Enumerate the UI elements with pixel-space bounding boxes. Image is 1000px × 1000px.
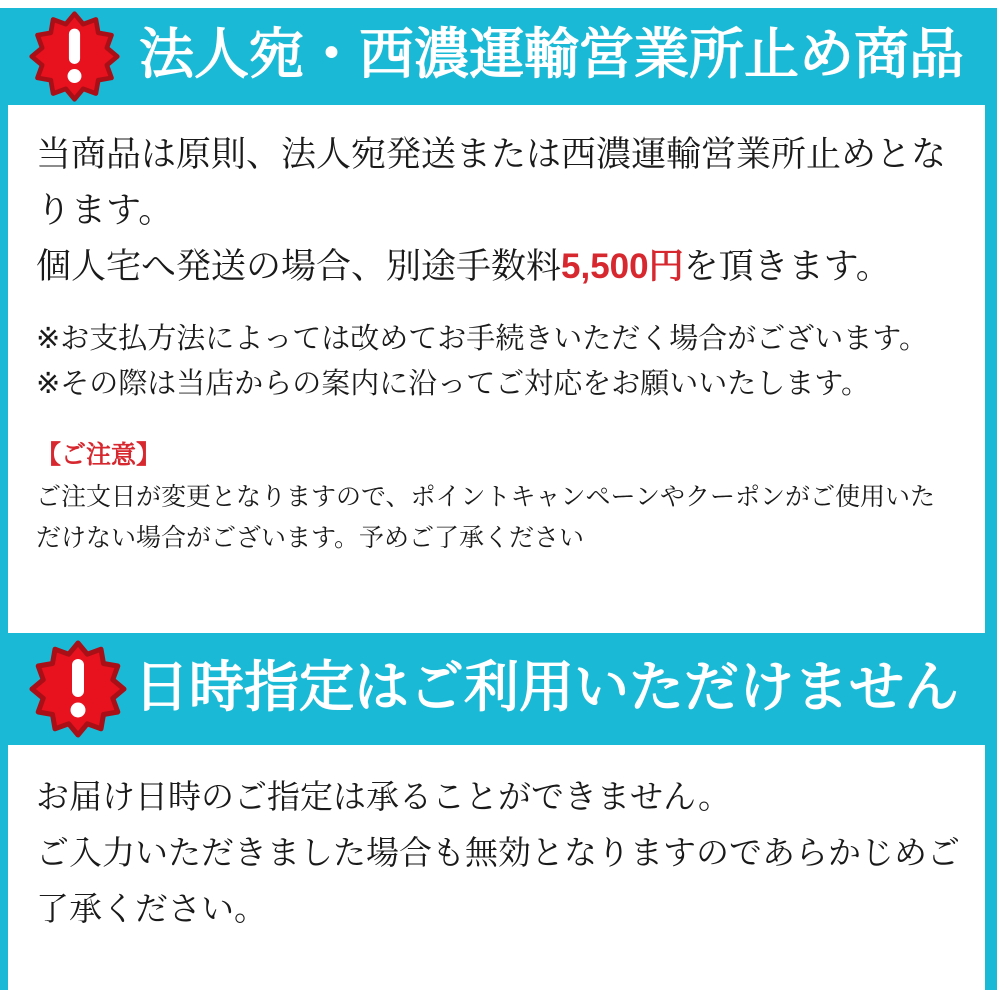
delivery-notice-body xyxy=(8,745,985,990)
delivery-rule-paragraph xyxy=(36,769,961,937)
shipping-fee-line-pre: 個人宅へ発送の場合、別途手数料 xyxy=(36,247,562,286)
caution-label: 【ご注意】 xyxy=(36,441,162,469)
shipping-rule-line1: 当商品は原則、法人宛発送または西濃運輸営業所止めとなります。 xyxy=(36,135,947,230)
exclamation-seal-icon xyxy=(28,639,128,739)
shipping-notice-body xyxy=(8,105,985,633)
notice-panel xyxy=(0,8,997,990)
delivery-notice-header xyxy=(0,633,997,745)
shipping-notice-title: 法人宛・西濃運輸営業所止め商品 xyxy=(139,23,965,85)
delivery-notice-title: 日時指定はご利用いただけません xyxy=(134,655,960,718)
delivery-rule-line2: ご入力いただきました場合も無効となりますのであらかじめご了承ください。 xyxy=(36,834,960,927)
shipping-fee-line-post: を頂きます。 xyxy=(683,247,891,286)
shipping-notice-header xyxy=(0,8,997,105)
shipping-fee-amount: 5,500円 xyxy=(561,247,684,286)
caution-text: ご注文日が変更となりますので、ポイントキャンペーンやクーポンがご使用いただけない場合がございます。予めご了承ください xyxy=(36,483,936,552)
shipping-rule-paragraph xyxy=(36,127,949,295)
payment-note-1: ※お支払方法によっては改めてお手続きいただく場合がございます。 xyxy=(36,323,928,355)
payment-notes xyxy=(36,317,949,407)
delivery-rule-line1: お届け日時のご指定は承ることができません。 xyxy=(36,778,731,815)
payment-note-2: ※その際は当店からの案内に沿ってご対応をお願いいたします。 xyxy=(36,368,870,400)
exclamation-seal-icon xyxy=(28,10,121,103)
